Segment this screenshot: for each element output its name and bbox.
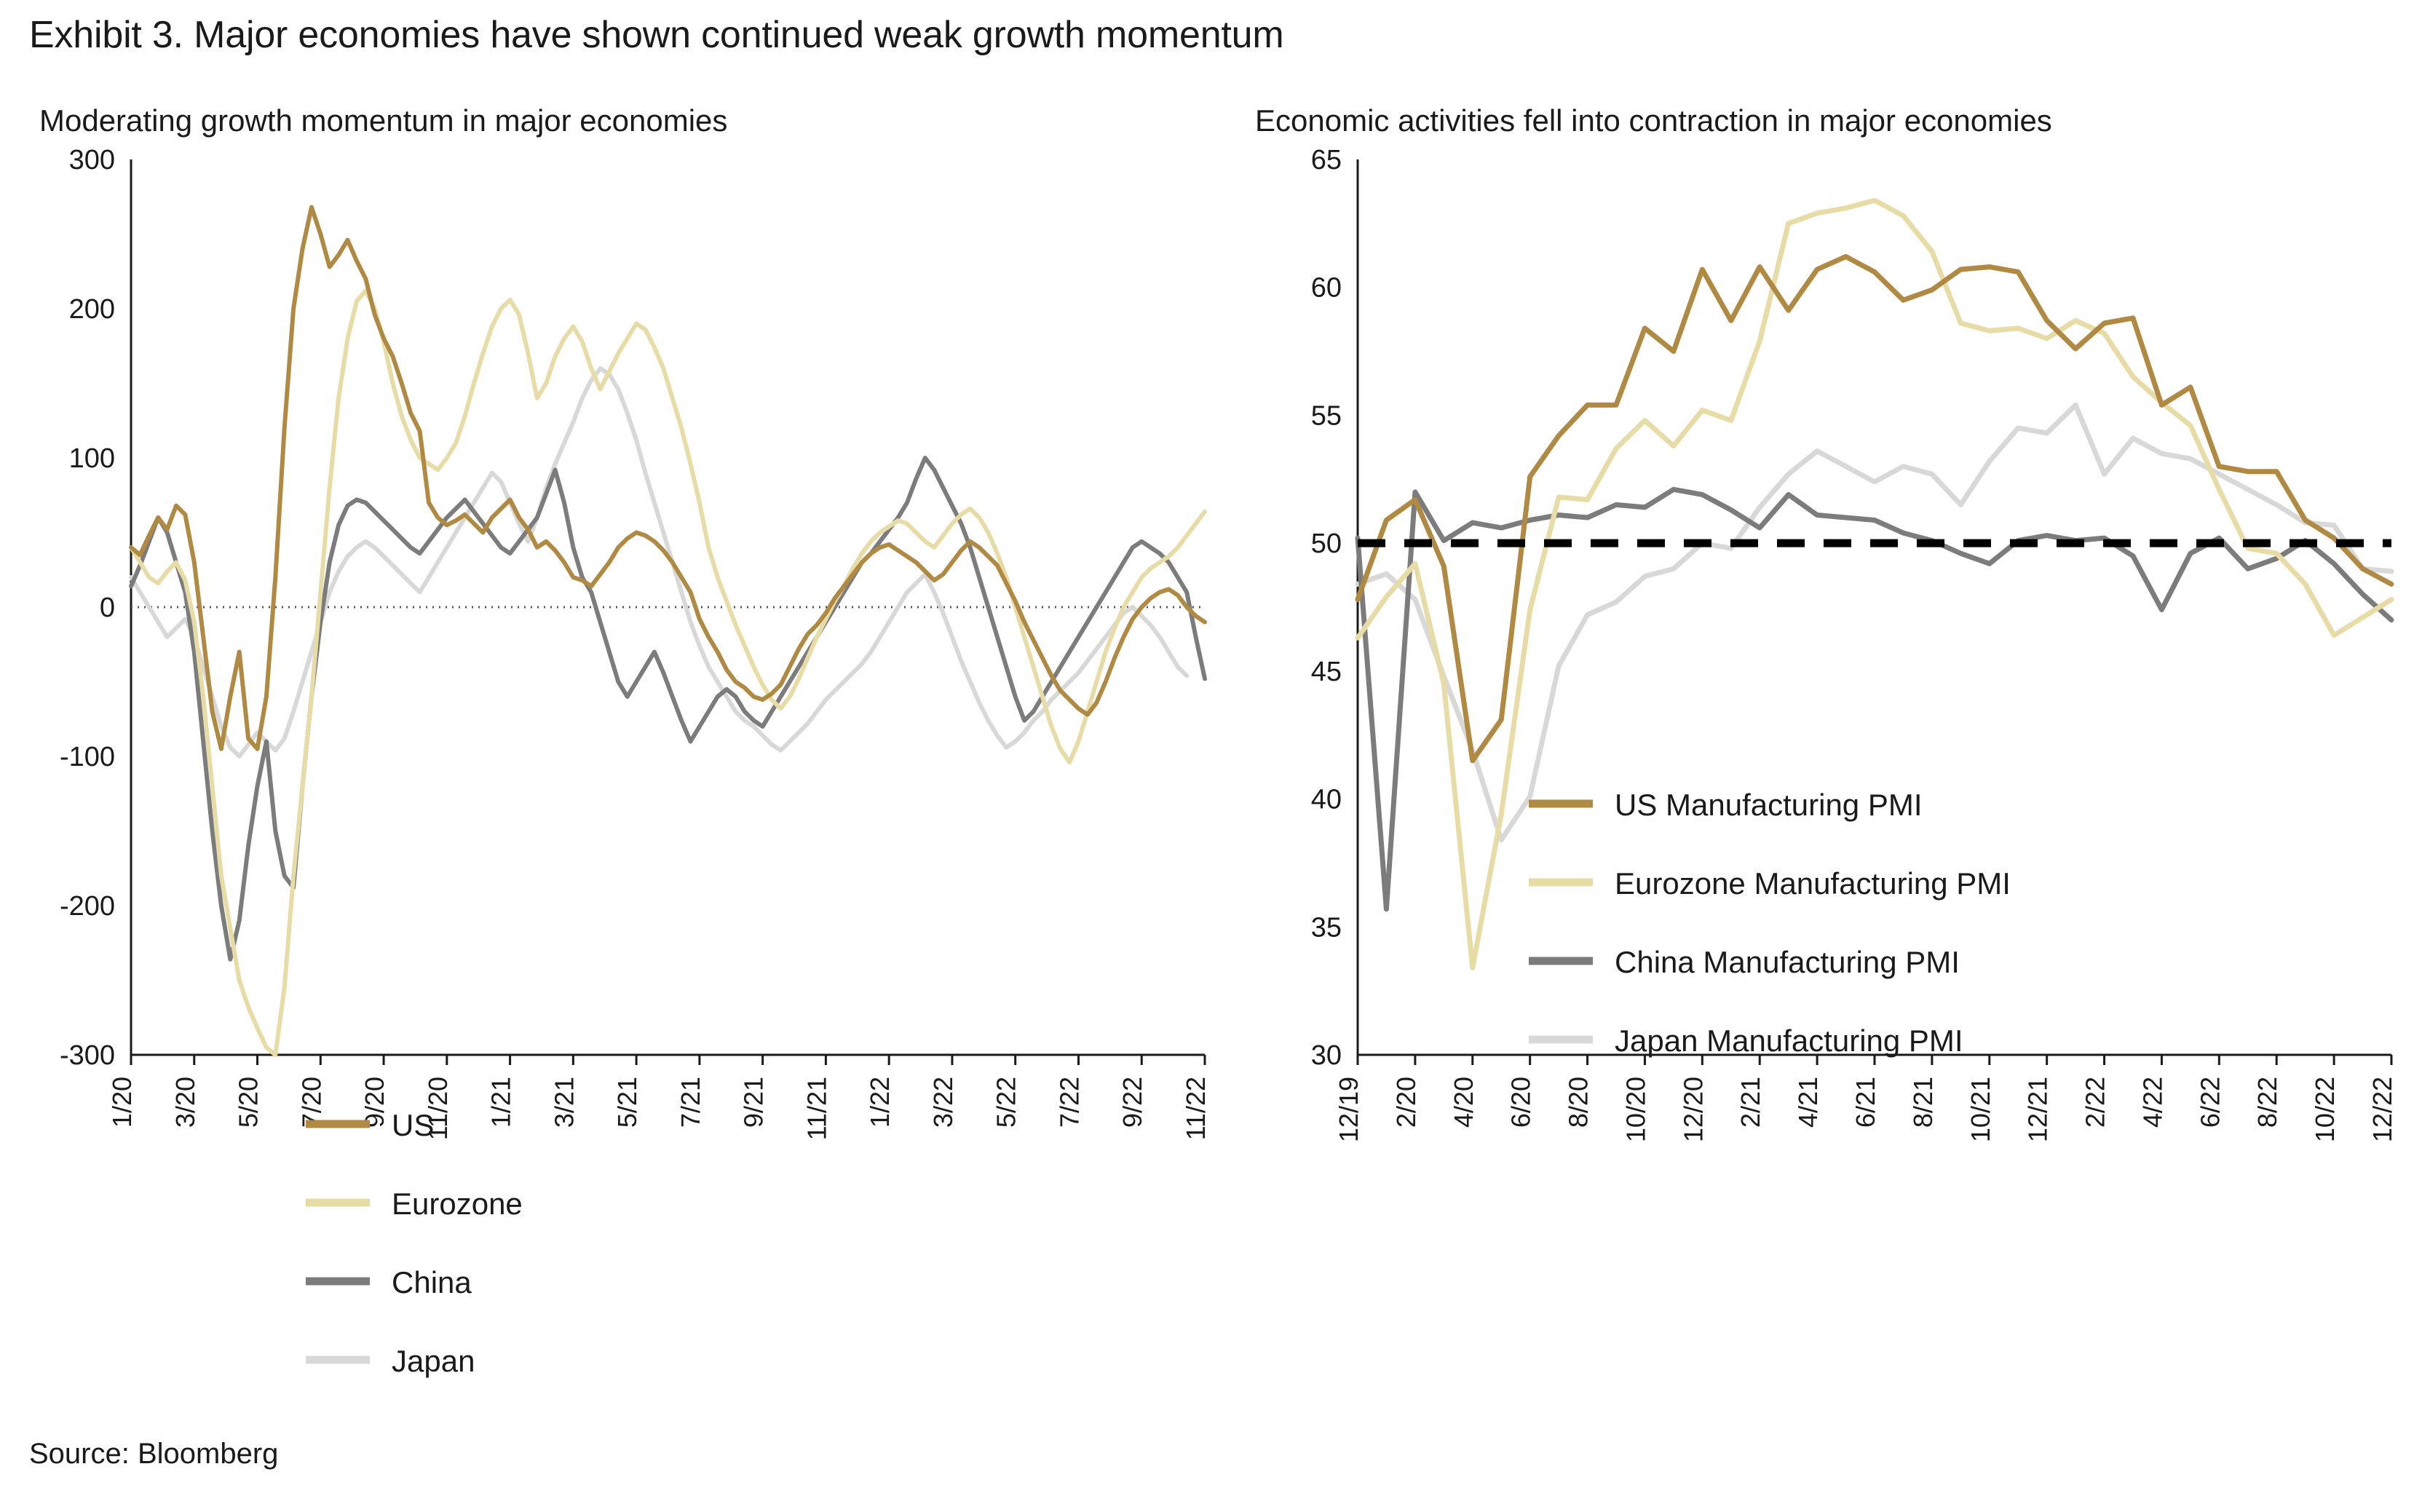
right-x-tick-label: 12/21 [2022,1077,2053,1143]
right-series-china-manufacturing-pmi [1358,490,2391,909]
left-x-tick-label: 9/20 [360,1077,390,1128]
left-x-tick-label: 5/22 [991,1077,1021,1128]
right-x-tick-label: 10/20 [1620,1077,1651,1143]
left-y-tick-label: 0 [99,593,115,624]
left-y-tick-label: 300 [68,145,115,176]
right-y-tick-label: 65 [1310,145,1342,176]
right-series-eurozone-manufacturing-pmi [1358,200,2391,967]
right-y-tick-label: 55 [1310,400,1342,432]
left-x-tick-label: 5/20 [233,1077,264,1128]
right-x-tick-label: 4/20 [1448,1077,1479,1128]
left-legend-label-china: China [392,1265,472,1300]
left-series-eurozone [131,291,1205,1056]
right-y-tick-label: 45 [1310,657,1342,688]
left-legend-label-eurozone: Eurozone [392,1187,523,1222]
right-x-tick-label: 6/21 [1851,1077,1880,1128]
right-y-tick-label: 40 [1310,784,1342,815]
left-legend-label-us: US [392,1108,435,1143]
left-series-japan [131,368,1187,756]
right-chart-panel [1238,102,2402,1397]
left-x-tick-label: 3/21 [549,1077,579,1128]
left-x-tick-label: 9/22 [1117,1077,1148,1128]
left-y-tick-label: 100 [68,443,115,475]
left-x-tick-label: 11/22 [1181,1077,1211,1141]
left-x-tick-label: 5/21 [612,1077,643,1128]
right-y-tick-label: 50 [1310,529,1342,560]
right-x-tick-label: 10/22 [2310,1077,2340,1143]
left-chart-svg [22,145,1216,1397]
right-legend-label-eurozone-manufacturing-pmi: Eurozone Manufacturing PMI [1615,866,2011,901]
left-x-tick-label: 1/22 [865,1077,895,1128]
left-x-tick-label: 9/21 [738,1077,769,1128]
right-x-tick-label: 8/20 [1563,1077,1594,1128]
right-legend-label-china-manufacturing-pmi: China Manufacturing PMI [1615,945,1960,980]
left-y-tick-label: -100 [59,742,115,773]
right-chart-subtitle: Economic activities fell into contraction in major economies [1255,103,2052,138]
right-chart-svg [1238,145,2402,1397]
right-x-tick-label: 2/22 [2080,1077,2110,1128]
left-x-tick-label: 3/22 [927,1077,958,1128]
right-y-tick-label: 60 [1310,272,1342,304]
right-x-tick-label: 2/20 [1390,1077,1421,1128]
page-title: Exhibit 3. Major economies have shown continued weak growth momentum [29,14,1284,56]
right-y-tick-label: 30 [1310,1040,1342,1072]
left-x-tick-label: 7/21 [675,1077,705,1128]
right-x-tick-label: 12/20 [1678,1077,1709,1143]
left-x-tick-label: 11/20 [422,1077,453,1141]
right-x-tick-label: 2/21 [1736,1077,1766,1128]
left-y-tick-label: -200 [59,891,115,922]
left-chart-plot [22,145,1216,1397]
source-note: Source: Bloomberg [29,1438,279,1470]
left-x-tick-label: 7/22 [1054,1077,1085,1128]
right-legend-label-us-manufacturing-pmi: US Manufacturing PMI [1615,788,1923,823]
left-x-tick-label: 7/20 [296,1077,327,1128]
right-x-tick-label: 8/22 [2252,1077,2283,1128]
right-x-tick-label: 6/22 [2195,1077,2225,1128]
left-legend-label-japan: Japan [392,1344,475,1379]
left-series-us [131,207,1205,749]
right-legend-label-japan-manufacturing-pmi: Japan Manufacturing PMI [1615,1024,1963,1058]
left-y-tick-label: 200 [68,294,115,325]
right-x-tick-label: 4/21 [1793,1077,1824,1128]
right-x-tick-label: 10/21 [1965,1077,1995,1143]
left-chart-subtitle: Moderating growth momentum in major economies [39,103,728,138]
left-x-tick-label: 3/20 [170,1077,200,1128]
right-x-tick-label: 12/22 [2367,1077,2397,1143]
left-y-tick-label: -300 [59,1040,115,1072]
right-y-tick-label: 35 [1310,912,1342,943]
right-chart-plot [1238,145,2402,1397]
right-x-tick-label: 4/22 [2137,1077,2168,1128]
right-series-us-manufacturing-pmi [1358,257,2391,761]
right-x-tick-label: 6/20 [1505,1077,1536,1128]
left-x-tick-label: 1/20 [107,1077,137,1128]
right-x-tick-label: 8/21 [1907,1077,1938,1128]
left-x-tick-label: 1/21 [486,1077,516,1128]
left-chart-panel [22,102,1216,1397]
right-x-tick-label: 12/19 [1334,1077,1364,1143]
left-x-tick-label: 11/21 [802,1077,832,1141]
